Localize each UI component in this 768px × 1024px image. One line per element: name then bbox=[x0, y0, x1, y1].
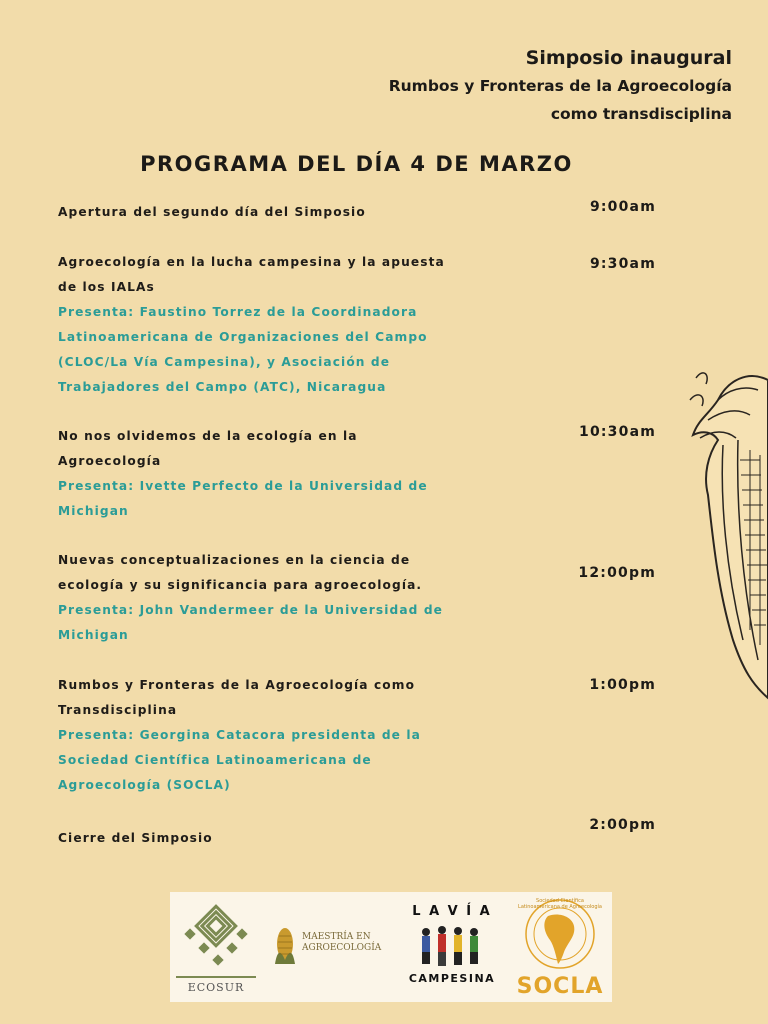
socla-ring-text: Sociedad Científica Latinoamericana de Agroecología bbox=[518, 898, 602, 910]
item-time: 9:30am bbox=[589, 256, 656, 272]
item-presenter: Presenta: Georgina Catacora presidenta de la bbox=[58, 728, 421, 742]
corn-illustration bbox=[688, 360, 768, 700]
item-title: Agroecología en la lucha campesina y la apuesta bbox=[58, 255, 445, 269]
header bbox=[389, 44, 732, 128]
item-time: 9:00am bbox=[589, 199, 656, 215]
item-title: Agroecología bbox=[58, 454, 162, 468]
item-time: 10:30am bbox=[579, 424, 656, 440]
program-title: PROGRAMA DEL DÍA 4 DE MARZO bbox=[140, 152, 573, 176]
item-presenter: Michigan bbox=[58, 504, 129, 518]
item-title: Apertura del segundo día del Simposio bbox=[58, 205, 366, 219]
ecosur-emblem-icon bbox=[176, 900, 256, 978]
schedule-item-ialas bbox=[58, 250, 528, 400]
event-subtitle-line1: Rumbos y Fronteras de la Agroecología bbox=[388, 77, 732, 95]
schedule-item-rumbos bbox=[58, 673, 528, 798]
ecosur-logo bbox=[176, 900, 256, 996]
item-title: No nos olvidemos de la ecología en la bbox=[58, 429, 358, 443]
item-time: 1:00pm bbox=[589, 677, 656, 693]
maestria-logo bbox=[272, 922, 387, 972]
maestria-line1: MAESTRÍA EN bbox=[302, 932, 371, 942]
item-presenter: Sociedad Científica Latinoamericana de bbox=[58, 753, 372, 767]
socla-label: SOCLA bbox=[516, 974, 604, 999]
item-title: ecología y su significancia para agroecología. bbox=[58, 578, 423, 592]
logos-strip bbox=[170, 892, 612, 1002]
schedule-item-cierre bbox=[58, 826, 528, 851]
schedule-item-conceptualizaciones bbox=[58, 548, 528, 648]
item-presenter: Michigan bbox=[58, 628, 129, 642]
item-presenter: Presenta: John Vandermeer de la Universidad de bbox=[58, 603, 444, 617]
schedule-item-opening bbox=[58, 200, 528, 225]
campesinos-icon bbox=[412, 922, 492, 970]
socla-logo bbox=[514, 896, 606, 1000]
via-label: L A V Í A bbox=[412, 904, 492, 919]
item-presenter: Presenta: Faustino Torrez de la Coordinadora bbox=[58, 305, 418, 319]
item-presenter: Agroecología (SOCLA) bbox=[58, 778, 231, 792]
corn-icon bbox=[272, 924, 298, 968]
item-time: 12:00pm bbox=[578, 565, 656, 581]
schedule-item-ecologia bbox=[58, 424, 528, 524]
event-title: Simposio inaugural bbox=[525, 47, 732, 69]
item-title: de los IALAs bbox=[58, 280, 155, 294]
event-subtitle-line2: como transdisciplina bbox=[550, 105, 732, 123]
item-presenter: Presenta: Ivette Perfecto de la Universidad de bbox=[58, 479, 428, 493]
item-title: Nuevas conceptualizaciones en la ciencia de bbox=[58, 553, 411, 567]
item-title: Cierre del Simposio bbox=[58, 831, 213, 845]
ecosur-label: ECOSUR bbox=[176, 976, 256, 994]
item-presenter: (CLOC/La Vía Campesina), y Asociación de bbox=[58, 355, 391, 369]
via-campesina-logo bbox=[402, 902, 502, 992]
item-title: Rumbos y Fronteras de la Agroecología como bbox=[58, 678, 416, 692]
campesina-label: CAMPESINA bbox=[408, 972, 496, 985]
item-presenter: Trabajadores del Campo (ATC), Nicaragua bbox=[58, 380, 387, 394]
item-time: 2:00pm bbox=[589, 817, 656, 833]
item-presenter: Latinoamericana de Organizaciones del Campo bbox=[58, 330, 428, 344]
maestria-line2: AGROECOLOGÍA bbox=[302, 943, 382, 953]
item-title: Transdisciplina bbox=[58, 703, 178, 717]
